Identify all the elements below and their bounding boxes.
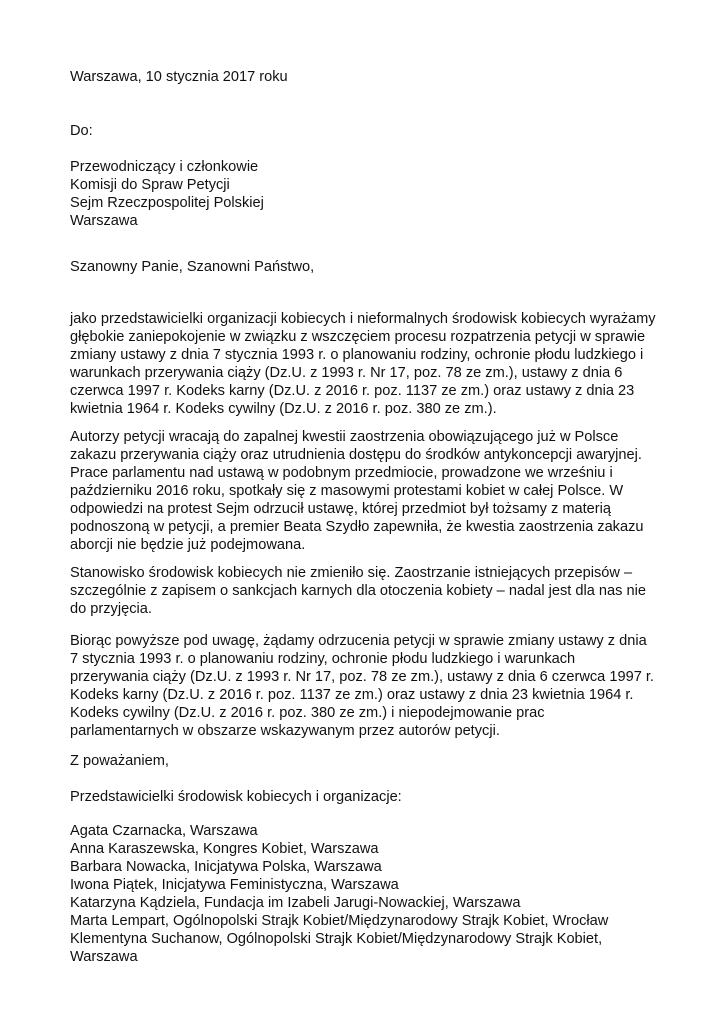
paragraph-line: zakazu przerywania ciąży oraz utrudnienia dostępu do środków antykoncepcji awaryjnej. <box>70 447 642 463</box>
paragraph-line: jako przedstawicielki organizacji kobiecych i nieformalnych środowisk kobiecych wyrażamy <box>70 311 656 327</box>
signatory: Anna Karaszewska, Kongres Kobiet, Warszawa <box>70 841 379 857</box>
paragraph-line: zmiany ustawy z dnia 7 stycznia 1993 r. o planowaniu rodziny, ochronie płodu ludzkiego i <box>70 347 644 363</box>
paragraph-line: aborcji nie będzie już podejmowana. <box>70 537 306 553</box>
signatory: Barbara Nowacka, Inicjatywa Polska, Warszawa <box>70 859 382 875</box>
signatory: Iwona Piątek, Inicjatywa Feministyczna, Warszawa <box>70 877 399 893</box>
signatory: Marta Lempart, Ogólnopolski Strajk Kobiet/Międzynarodowy Strajk Kobiet, Wrocław <box>70 913 609 929</box>
paragraph-line: październiku 2016 roku, spotkały się z masowymi protestami kobiet w całej Polsce. W <box>70 483 624 499</box>
paragraph-line: kwietnia 1964 r. Kodeks cywilny (Dz.U. z 2016 r. poz. 380 ze zm.). <box>70 401 497 417</box>
signatories-intro: Przedstawicielki środowisk kobiecych i organizacje: <box>70 789 402 805</box>
paragraph-line: parlamentarnych w obszarze wskazywanym przez autorów petycji. <box>70 723 500 739</box>
recipient-line: Przewodniczący i członkowie <box>70 159 259 175</box>
letter-date: Warszawa, 10 stycznia 2017 roku <box>70 69 288 85</box>
salutation: Szanowny Panie, Szanowni Państwo, <box>70 259 315 275</box>
paragraph-line: warunkach przerywania ciąży (Dz.U. z 1993 r. Nr 17, poz. 78 ze zm.), ustawy z dnia 6 <box>70 365 623 381</box>
paragraph-line: Prace parlamentu nad ustawą w podobnym przedmiocie, prowadzone we wrześniu i <box>70 465 613 481</box>
paragraph-line: głębokie zaniepokojenie w związku z wszczęciem procesu rozpatrzenia petycji w sprawie <box>70 329 646 345</box>
paragraph-line: podnoszoną w petycji, a premier Beata Szydło zapewniła, że kwestia zaostrzenia zakazu <box>70 519 644 535</box>
recipient-line: Warszawa <box>70 213 138 229</box>
paragraph-line: do przyjęcia. <box>70 601 152 617</box>
signatory: Warszawa <box>70 949 138 965</box>
signatory: Agata Czarnacka, Warszawa <box>70 823 258 839</box>
paragraph-line: Stanowisko środowisk kobiecych nie zmieniło się. Zaostrzanie istniejących przepisów – <box>70 565 633 581</box>
paragraph-line: Kodeks karny (Dz.U. z 2016 r. poz. 1137 ze zm.) oraz ustawy z dnia 23 kwietnia 1964 r. <box>70 687 634 703</box>
signatory: Klementyna Suchanow, Ogólnopolski Strajk Kobiet/Międzynarodowy Strajk Kobiet, <box>70 931 603 947</box>
paragraph-line: czerwca 1997 r. Kodeks karny (Dz.U. z 2016 r. poz. 1137 ze zm.) oraz ustawy z dnia 23 <box>70 383 635 399</box>
recipient-line: Komisji do Spraw Petycji <box>70 177 230 193</box>
recipient-line: Sejm Rzeczpospolitej Polskiej <box>70 195 264 211</box>
paragraph-line: Kodeks cywilny (Dz.U. z 2016 r. poz. 380 ze zm.) i niepodejmowanie prac <box>70 705 545 721</box>
paragraph-line: przerywania ciąży (Dz.U. z 1993 r. Nr 17, poz. 78 ze zm.), ustawy z dnia 6 czerwca 1997 r. <box>70 669 654 685</box>
paragraph-line: Biorąc powyższe pod uwagę, żądamy odrzucenia petycji w sprawie zmiany ustawy z dnia <box>70 633 647 649</box>
paragraph-line: odpowiedzi na protest Sejm odrzucił ustawę, której przedmiot był tożsamy z materią <box>70 501 612 517</box>
closing: Z poważaniem, <box>70 753 169 769</box>
paragraph-line: szczególnie z zapisem o sankcjach karnych dla otoczenia kobiety – nadal jest dla nas nie <box>70 583 646 599</box>
signatory: Katarzyna Kądziela, Fundacja im Izabeli Jarugi-Nowackiej, Warszawa <box>70 895 521 911</box>
paragraph-line: 7 stycznia 1993 r. o planowaniu rodziny, ochronie płodu ludzkiego i warunkach <box>70 651 576 667</box>
to-label: Do: <box>70 123 93 139</box>
paragraph-line: Autorzy petycji wracają do zapalnej kwestii zaostrzenia obowiązującego już w Polsce <box>70 429 619 445</box>
